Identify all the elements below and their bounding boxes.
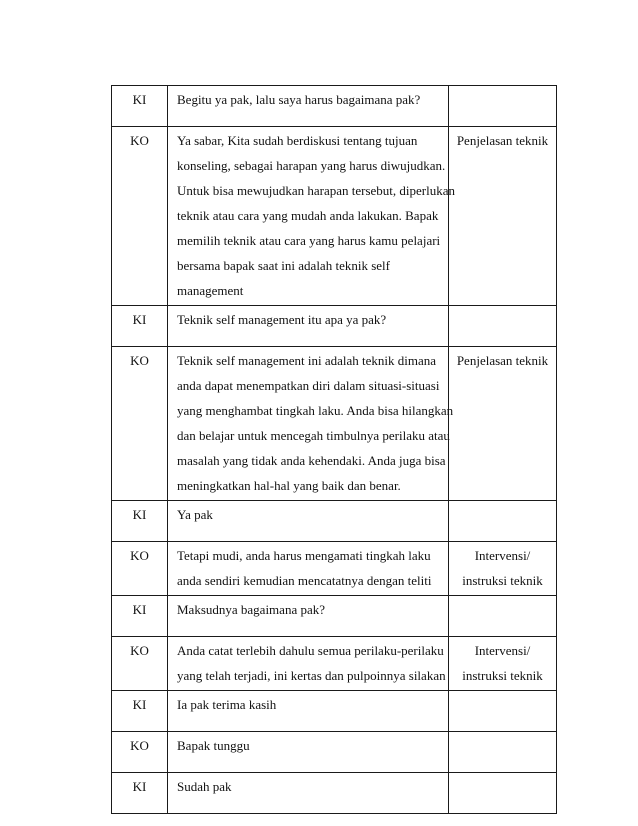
- utterance-line: Sudah pak: [177, 779, 232, 794]
- utterance-line: anda sendiri kemudian mencatatnya dengan teliti: [177, 573, 432, 588]
- speaker-cell: KI: [112, 773, 168, 814]
- table-row: [112, 127, 557, 306]
- utterance-line: Untuk bisa mewujudkan harapan tersebut, diperlukan: [177, 183, 455, 198]
- speaker-cell: KI: [112, 86, 168, 127]
- speaker-cell: KI: [112, 306, 168, 347]
- speaker-cell: KI: [112, 691, 168, 732]
- utterance-line: Ya sabar, Kita sudah berdiskusi tentang tujuan: [177, 133, 418, 148]
- table-row: [112, 732, 557, 773]
- utterance-line: yang telah terjadi, ini kertas dan pulpoinnya silakan: [177, 668, 446, 683]
- utterance-line: anda dapat menempatkan diri dalam situasi-situasi: [177, 378, 440, 393]
- note-line: Intervensi/: [474, 548, 531, 563]
- note-line: instruksi teknik: [462, 573, 543, 588]
- utterance-line: Begitu ya pak, lalu saya harus bagaimana pak?: [177, 92, 421, 107]
- speaker-cell: KO: [112, 542, 168, 596]
- utterance-line: Ia pak terima kasih: [177, 697, 277, 712]
- speaker-cell: KO: [112, 347, 168, 501]
- utterance-line: meningkatkan hal-hal yang baik dan benar.: [177, 478, 401, 493]
- dialogue-table: [111, 85, 557, 814]
- utterance-line: management: [177, 283, 244, 298]
- utterance-line: Maksudnya bagaimana pak?: [177, 602, 326, 617]
- utterance-line: Anda catat terlebih dahulu semua perilaku-perilaku: [177, 643, 444, 658]
- utterance-cell: [168, 501, 449, 542]
- note-cell: [449, 773, 557, 814]
- note-cell: [449, 127, 557, 306]
- utterance-cell: [168, 773, 449, 814]
- note-cell: [449, 732, 557, 773]
- table-row: [112, 86, 557, 127]
- table-row: [112, 542, 557, 596]
- note-line: instruksi teknik: [462, 668, 543, 683]
- utterance-cell: [168, 596, 449, 637]
- utterance-cell: [168, 127, 455, 306]
- table-row: [112, 347, 557, 501]
- note-line: Intervensi/: [474, 643, 531, 658]
- table-row: [112, 501, 557, 542]
- utterance-cell: [168, 691, 449, 732]
- utterance-cell: [168, 732, 449, 773]
- utterance-cell: [168, 306, 449, 347]
- note-cell: [449, 347, 557, 501]
- utterance-cell: [168, 637, 449, 691]
- speaker-cell: KO: [112, 732, 168, 773]
- utterance-cell: [168, 347, 454, 501]
- note-line: Penjelasan teknik: [456, 133, 549, 148]
- speaker-cell: KO: [112, 127, 168, 306]
- utterance-line: Tetapi mudi, anda harus mengamati tingkah laku: [177, 548, 431, 563]
- utterance-cell: [168, 542, 449, 596]
- note-cell: [449, 501, 557, 542]
- utterance-line: Ya pak: [177, 507, 213, 522]
- utterance-line: Teknik self management ini adalah teknik dimana: [177, 353, 437, 368]
- utterance-line: dan belajar untuk mencegah timbulnya perilaku atau: [177, 428, 450, 443]
- note-cell: [449, 637, 557, 691]
- utterance-line: Teknik self management itu apa ya pak?: [177, 312, 387, 327]
- utterance-line: yang menghambat tingkah laku. Anda bisa hilangkan: [177, 403, 454, 418]
- utterance-line: Bapak tunggu: [177, 738, 250, 753]
- table-row: [112, 691, 557, 732]
- utterance-cell: [168, 86, 449, 127]
- note-line: Penjelasan teknik: [456, 353, 549, 368]
- utterance-line: masalah yang tidak anda kehendaki. Anda juga bisa: [177, 453, 446, 468]
- note-cell: [449, 306, 557, 347]
- note-cell: [449, 542, 557, 596]
- utterance-line: teknik atau cara yang mudah anda lakukan. Bapak: [177, 208, 439, 223]
- utterance-line: konseling, sebagai harapan yang harus diwujudkan.: [177, 158, 446, 173]
- speaker-cell: KO: [112, 637, 168, 691]
- note-cell: [449, 86, 557, 127]
- table-row: [112, 596, 557, 637]
- speaker-cell: KI: [112, 501, 168, 542]
- table-row: [112, 306, 557, 347]
- utterance-line: bersama bapak saat ini adalah teknik self: [177, 258, 390, 273]
- note-cell: [449, 596, 557, 637]
- table-row: [112, 637, 557, 691]
- note-cell: [449, 691, 557, 732]
- utterance-line: memilih teknik atau cara yang harus kamu pelajari: [177, 233, 441, 248]
- speaker-cell: KI: [112, 596, 168, 637]
- table-row: [112, 773, 557, 814]
